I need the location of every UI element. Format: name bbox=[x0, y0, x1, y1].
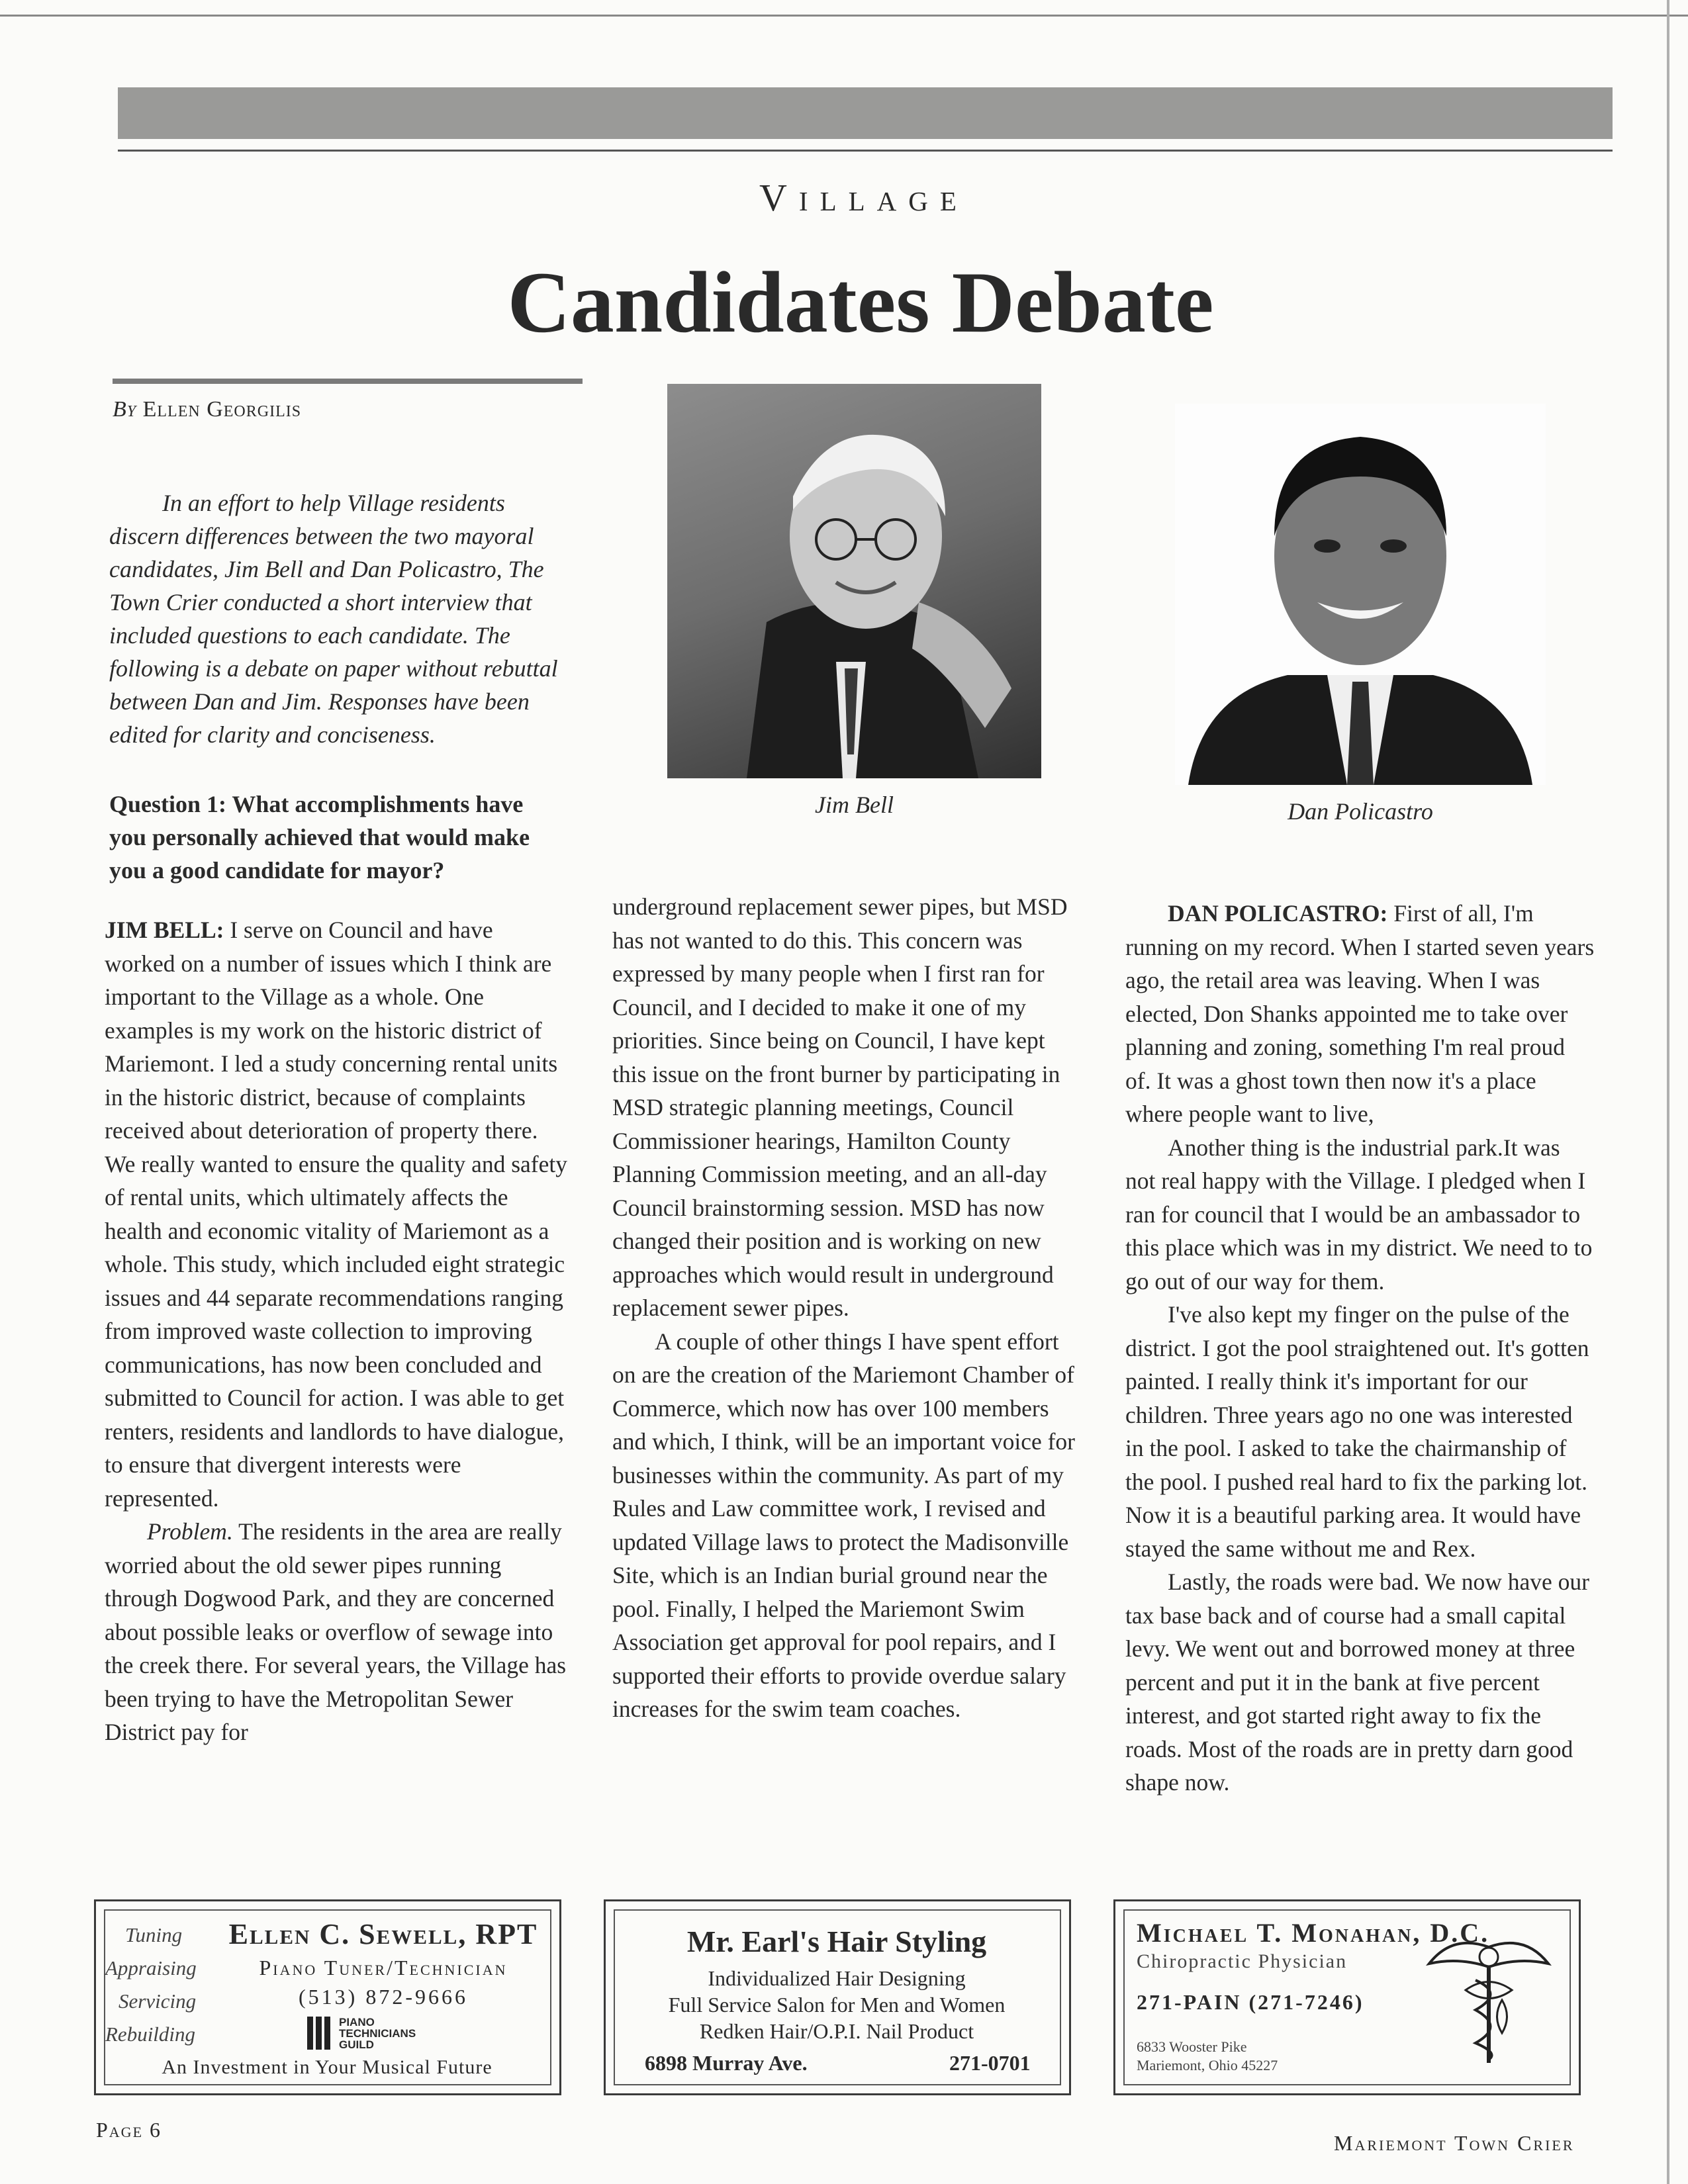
ad-monahan-address-1: 6833 Wooster Pike bbox=[1137, 2038, 1247, 2055]
intro-paragraph: In an effort to help Village residents discern differences between the two mayoral candidates, Jim Bell and Dan Policastro, The Town Crier conducted a short interview that included questions to each candidate. The following is a debate on paper without rebuttal between Dan and Jim. Responses have been edited for clarity and conciseness. bbox=[109, 490, 558, 748]
header-bar bbox=[118, 87, 1613, 139]
ad-sewell-tagline: An Investment in Your Musical Future bbox=[162, 2056, 492, 2078]
ad-earl-description bbox=[615, 1965, 1058, 2044]
publication-name: Mariemont Town Crier bbox=[1334, 2131, 1575, 2155]
page-title: Candidates Debate bbox=[507, 253, 1214, 351]
ad-earl-frame bbox=[614, 1909, 1061, 2085]
policastro-paragraph-4: Lastly, the roads were bad. We now have our tax base back and of course had a small capital levy. We went out and borrowed money at three percent and put it in the bank at five percent interest, and got started right away to fix the roads. Most of the roads are in pretty darn good shape now. bbox=[1125, 1569, 1589, 1796]
byline-author: Ellen Georgilis bbox=[142, 397, 302, 422]
jim-bell-portrait-icon bbox=[667, 384, 1041, 778]
ad-earl-name: Mr. Earl's Hair Styling bbox=[686, 1925, 987, 1958]
ad-sewell-frame bbox=[104, 1909, 551, 2085]
byline bbox=[113, 397, 301, 422]
ad-monahan-frame bbox=[1123, 1909, 1571, 2085]
ad-monahan-name: Michael T. Monahan, D.C. bbox=[1137, 1918, 1490, 1948]
ad-sewell-service-appraising: Appraising bbox=[105, 1956, 197, 1979]
ad-sewell-guild-logo bbox=[307, 2017, 479, 2053]
ad-ellen-sewell bbox=[94, 1899, 561, 2095]
ad-sewell-services bbox=[105, 1919, 214, 2051]
policastro-paragraph-3: I've also kept my finger on the pulse of the district. I got the pool straightened out. It's gotten painted. I really think it's important for our children. Three years ago no one was interested in the pool. I asked to take the chairmanship of the pool. I pushed real hard to fix the parking lot. Now it is a beautiful parking area. It would have stayed the same without me and Rex. bbox=[1125, 1301, 1589, 1562]
jim-bell-photo bbox=[667, 384, 1041, 778]
bell-paragraph-1 bbox=[105, 913, 568, 1515]
ad-sewell-guild: PIANO TECHNICIANS GUILD bbox=[339, 2016, 416, 2051]
question-heading: Question 1: What accomplishments have you personally achieved that would make you a good candidate for mayor? bbox=[109, 791, 530, 884]
bell-paragraph-1-text: I serve on Council and have worked on a number of issues which I think are important to the Village as a whole. One examples is my work on the historic district of Mariemont. I led a study concerning rental units in the historic district, because of complaints received about deterioration of property there. We really wanted to ensure the quality and safety of rental units, which ultimately affects the health and economic vitality of Mariemont as a whole. This study, which included eight strategic issues and 44 separate recommendations ranging from improved waste collection to improving communications, has now been concluded and submitted to Council for action. I was able to get renters, residents and landlords to have dialogue, to ensure that divergent interests were represented. bbox=[105, 917, 567, 1512]
caduceus-logo-icon bbox=[1426, 1927, 1552, 2066]
jim-bell-caption: Jim Bell bbox=[815, 792, 894, 818]
ad-earl-line-1: Individualized Hair Designing bbox=[708, 1966, 966, 1990]
byline-by: By bbox=[113, 397, 137, 422]
ad-sewell-phone: (513) 872-9666 bbox=[299, 1985, 468, 2009]
ad-sewell-title: Piano Tuner/Technician bbox=[259, 1956, 508, 1979]
bell-paragraph-2-lead: Problem. bbox=[147, 1518, 233, 1545]
ad-monahan-title: Chiropractic Physician bbox=[1137, 1950, 1348, 1972]
ad-sewell-service-tuning: Tuning bbox=[125, 1923, 183, 1946]
ad-earl-line-3: Redken Hair/O.P.I. Nail Product bbox=[699, 2019, 974, 2043]
page-top-edge bbox=[0, 15, 1688, 17]
dan-policastro-photo bbox=[1175, 404, 1546, 785]
ad-sewell-name: Ellen C. Sewell, RPT bbox=[228, 1918, 538, 1950]
ad-monahan-address-2: Mariemont, Ohio 45227 bbox=[1137, 2057, 1278, 2073]
policastro-paragraph-1 bbox=[1125, 897, 1595, 1131]
bell-paragraph-2 bbox=[105, 1515, 568, 1749]
column-3 bbox=[1125, 897, 1595, 1799]
ad-earl-address: 6898 Murray Ave. bbox=[645, 2051, 808, 2075]
ad-sewell-service-servicing: Servicing bbox=[118, 1989, 197, 2013]
dan-policastro-caption: Dan Policastro bbox=[1288, 798, 1433, 825]
ad-monahan-address bbox=[1137, 2038, 1278, 2075]
ad-earl-line-2: Full Service Salon for Men and Women bbox=[668, 1993, 1006, 2017]
page-number: Page 6 bbox=[96, 2118, 162, 2142]
piano-keys-icon bbox=[307, 2017, 334, 2050]
bell-speaker-label: JIM BELL: bbox=[105, 917, 224, 943]
policastro-paragraph-1-text: First of all, I'm running on my record. When I started seven years ago, the retail area was leaving. When I was elected, Don Shanks appointed me to take over planning and zoning, something I'm real proud of. It was a ghost town then now it's a place where people want to live, bbox=[1125, 900, 1595, 1127]
policastro-paragraph-2: Another thing is the industrial park.It was not real happy with the Village. I pledged when I ran for council that I would be an ambassador to this place which was in my district. We need to to go out of our way for them. bbox=[1125, 1134, 1593, 1295]
column-1 bbox=[105, 913, 568, 1749]
ad-mr-earls bbox=[604, 1899, 1071, 2095]
ad-sewell-service-rebuilding: Rebuilding bbox=[105, 2023, 196, 2046]
policastro-speaker-label: DAN POLICASTRO: bbox=[1168, 900, 1388, 927]
section-label: Village bbox=[759, 176, 968, 219]
header-rule bbox=[118, 150, 1613, 152]
bell-paragraph-3: underground replacement sewer pipes, but MSD has not wanted to do this. This concern was expressed by many people when I first ran for Council, and I decided to make it one of my priorities. Since being on Council, I have kept this issue on the front burner by participating in MSD strategic planning meetings, Council Commissioner hearings, Hamilton County Planning Commission meeting, and an all-day Council brainstorming session. MSD has now changed their position and is working on new approaches which would result in underground replacement sewer pipes. bbox=[612, 893, 1068, 1321]
ad-michael-monahan bbox=[1113, 1899, 1581, 2095]
bell-paragraph-4: A couple of other things I have spent effort on are the creation of the Mariemont Chamber of Commerce, which now has over 100 members and which, I think, will be an important voice for businesses within the community. As part of my Rules and Law committee work, I revised and updated Village laws to protect the Madisonville Site, which is an Indian burial ground near the pool. Finally, I helped the Mariemont Swim Association get approval for pool repairs, and I supported their efforts to provide overdue salary increases for the swim team coaches. bbox=[612, 1328, 1075, 1722]
bell-paragraph-2-text: The residents in the area are really worried about the old sewer pipes running through Dogwood Park, and they are concerned about possible leaks or overflow of sewage into the creek there. For several years, the Village has been trying to have the Metropolitan Sewer District pay for bbox=[105, 1518, 567, 1745]
dan-policastro-portrait-icon bbox=[1175, 404, 1546, 785]
ad-monahan-phone: 271-PAIN (271-7246) bbox=[1137, 1990, 1364, 2014]
ad-earl-phone: 271-0701 bbox=[949, 2051, 1031, 2075]
byline-rule bbox=[113, 379, 583, 384]
column-2 bbox=[612, 890, 1076, 1726]
